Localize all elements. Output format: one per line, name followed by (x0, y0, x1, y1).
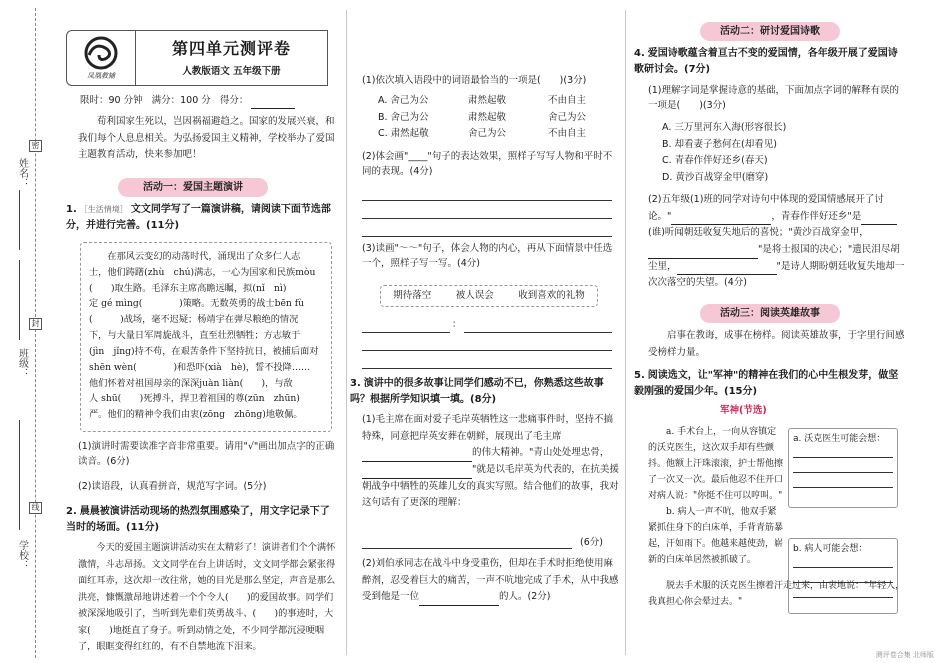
q4-number: 4. (634, 48, 645, 59)
passage-a: a. 手术台上，一向从容镇定的沃克医生，这次双手却有些颤抖。他额上汗珠滚滚，护士帮他擦了一次又一次。最后他忍不住开口对病人说："你挺不住可以哼叫。" (648, 427, 784, 502)
q3-p1b-text: 的伟大精神。"青山处处埋忠骨， (472, 447, 610, 459)
q4-option-b[interactable]: B. 却看妻子愁何在(却看见) (662, 138, 777, 150)
q1-sub2: (2)读语段，认真看拼音，规范写字词。(5分) (78, 481, 267, 492)
activity-1-heading: 活动一：爱国主题演讲 (118, 178, 268, 197)
q2-options (378, 94, 618, 142)
q1-line: 在那风云变幻的动荡时代，涌现出了众多仁人志 (107, 251, 301, 262)
question-2 (66, 504, 338, 535)
passage-b: b. 病人一声不吭，他双手紧紧抓住身下的白床单，手背青筋暴起，汗如雨下。他越来越使劲，崭新的白床单居然被抓破了。 (648, 507, 784, 566)
q5-question-a: a. 沃克医生可能会想： (793, 434, 886, 444)
q1-line: 人 shū( )死搏斗，捍卫着祖国的尊(zūn zhūn) (89, 393, 300, 405)
activity-3-heading: 活动三：阅读英雄故事 (700, 304, 840, 323)
q1-line: 下，与大量日军周旋战斗，直至壮烈牺牲；方志敏于 (89, 330, 301, 342)
q3-p2-text: (2)刘伯承同志在战斗中身受重伤，但却在手术时拒绝使用麻醉剂，忍受着巨大的痛苦，一声不吭地完成了手术，从中我感受到他是一位 (362, 558, 619, 603)
q3-p1-score: (6分) (580, 537, 603, 548)
full-score: 满分：100 分 (151, 95, 211, 106)
q5-box-b (788, 538, 898, 614)
answer-line[interactable] (793, 472, 893, 473)
q3-stem: 演讲中的很多故事让同学们感动不已，你熟悉这些故事吗？根据所学知识填一填。(8分) (350, 378, 604, 405)
q2-sub1: (1)依次填入语段中的词语最恰当的一项是( )(3分) (362, 75, 587, 86)
q5-question-b: b. 病人可能会想： (793, 544, 868, 554)
answer-line[interactable] (362, 236, 612, 237)
q5-stem: 阅读选文，让"军神"的精神在我们的心中生根发芽，做坚毅刚强的爱国少年。(15分) (634, 370, 899, 397)
q4-option-c[interactable]: C. 青春作伴好还乡(春天) (662, 155, 768, 167)
blank[interactable] (419, 605, 499, 606)
choice-item[interactable]: 收到喜欢的礼物 (518, 289, 585, 301)
blank[interactable] (677, 274, 777, 275)
q2-sub3: (3)读画"～～"句子，体会人物的内心，再从下面情景中任选一个，照样子写一写。(4分) (362, 243, 613, 269)
name-line (19, 190, 20, 250)
class-line (19, 260, 20, 340)
q2-number: 2. (66, 506, 77, 517)
seal-tag-3: 线 (29, 502, 42, 514)
q4-sub1: (1)理解字词是掌握诗意的基础，下面加点字词的解释有误的一项是( )(3分) (648, 85, 899, 111)
q4-stem: 爱国诗歌蕴含着亘古不变的爱国情，各年级开展了爱国诗歌研讨会。(7分) (634, 48, 898, 75)
q5-box-a (788, 428, 898, 508)
activity-3-intro: 启事在教诲，成事在榜样。阅读英雄故事，于字里行间感受榜样力量。 (648, 330, 905, 358)
q4-option-d[interactable]: D. 黄沙百战穿金甲(磨穿) (662, 171, 769, 183)
answer-line[interactable] (362, 200, 612, 201)
blank[interactable] (362, 461, 472, 462)
binding-strip (0, 0, 60, 663)
q1-passage-box (80, 242, 332, 432)
q2-option-c[interactable]: C. 肃然起敬 舍己为公 不由自主 (378, 128, 587, 140)
q1-line: 士，他们踌躇(zhù chú)满志，一心为国家和民族mòu (89, 266, 316, 278)
q1-line: (jìn jǐng)持不苟，在艰苦条件下坚持抗日，被捕后面对 (89, 345, 319, 357)
activity-2-heading: 活动二：研讨爱国诗歌 (700, 22, 840, 41)
exam-meta (80, 94, 295, 109)
school-label: 学校： (16, 540, 28, 570)
time-limit: 限时：90 分钟 (80, 95, 143, 106)
answer-line[interactable] (362, 368, 612, 369)
q1-line: 定 gé mìng( )策略。无数英勇的战士bēn fù (89, 298, 305, 310)
q1-line: ( )取生路。毛泽东主席高瞻远瞩，拟(nǐ nì) (89, 282, 287, 294)
q1-tag: ［生活情境］ (79, 205, 128, 214)
blank[interactable] (362, 478, 472, 479)
answer-line[interactable] (793, 582, 893, 583)
blank[interactable] (861, 224, 897, 225)
answer-line[interactable] (793, 597, 893, 598)
q1-line: 严。他们的精神令我们由衷(zōng zhōng)地敬佩。 (89, 409, 303, 421)
q2-stem: 晨晨被演讲活动现场的热烈氛围感染了，用文字记录下了当时的场面。(11分) (66, 506, 330, 533)
seal-tag-2: 封 (29, 318, 42, 330)
q1-stem: 文文同学写了一篇演讲稿，请阅读下面节选部分，并进行完善。(11分) (66, 204, 331, 231)
answer-line[interactable] (362, 350, 612, 351)
passage-c: 脱去手术服的沃克医生擦着汗走过来，由衷地说："年轻人，我真担心你会晕过去。" (648, 581, 905, 608)
q1-sub1: (1)演讲时需要读准字音非常重要。请用"√"画出加点字的正确读音。(6分) (78, 441, 335, 467)
question-4 (634, 46, 906, 77)
page-subtitle: 人教版语文 五年级下册 (182, 65, 281, 77)
choice-item[interactable]: 被人误会 (455, 289, 494, 301)
q2-passage-col1: 今天的爱国主题演讲活动实在太精彩了！演讲者们个个满怀激情，斗志昂扬。文文同学在台上讲话时，文文同学都会紧张得面红耳赤，这次却一改往常，她的目光是那么坚定，声音是那么洪亮，慷慨激昂地讲述着一个个令人( )的爱国故事。同学们被深深地吸引了，当听到先辈们英勇战斗、( )的事迹时，大家( )地挺直了身子。听到动情之处，不少同学都沉浸哽咽了，眼眶变得红红的，有不自禁地流下泪来。 (78, 542, 336, 653)
logo (66, 30, 136, 86)
name-label: 姓名： (16, 158, 28, 188)
q3-part1 (362, 412, 620, 512)
answer-line[interactable] (464, 332, 612, 333)
title-box (136, 30, 328, 86)
q3-part2 (362, 556, 620, 606)
q3-p1-text: (1)毛主席在面对爱子毛岸英牺牲这一悲痛事件时，坚持不搞特殊，同意把岸英安葬在朝鲜，展现出了毛主席 (362, 414, 613, 442)
q3-p1c-text: "就是以毛岸英为代表的，在抗美援朝战争中牺牲的英雄儿女的真实写照。结合他们的故事，我对这句话有了更深的理解： (362, 463, 619, 509)
colon-mark: ： (452, 319, 462, 330)
q4-option-a[interactable]: A. 三万里河东入海(形容很长) (662, 122, 787, 133)
passage-title: 军神(节选) (720, 405, 767, 416)
q3-p2b-text: 的人。(2分) (499, 591, 551, 603)
answer-line[interactable] (793, 487, 893, 488)
q2-sub2: (2)体会画"____"句子的表达效果，照样子写写人物和平时不同的表现。(4分) (362, 151, 613, 177)
q4-options (662, 120, 902, 187)
blank[interactable] (648, 258, 758, 259)
column-divider-1 (346, 10, 347, 655)
score-field[interactable] (251, 108, 295, 109)
footer-text: 测评卷合集 北师版 (875, 651, 934, 660)
answer-line[interactable] (362, 332, 450, 333)
q2-passage-col2 (356, 14, 618, 70)
question-1 (66, 202, 338, 233)
seal-tag-1: 密 (29, 140, 42, 152)
q3-number: 3. (350, 378, 361, 389)
school-line (19, 420, 20, 530)
q2-option-a[interactable]: A. 舍己为公 肃然起敬 不由自主 (378, 95, 587, 106)
answer-line[interactable] (362, 548, 572, 549)
score-label: 得分： (219, 95, 249, 106)
column-divider-2 (625, 10, 626, 655)
q2-option-b[interactable]: B. 舍己为公 肃然起敬 舍己为公 (378, 111, 587, 123)
q2-choices-box (380, 285, 598, 307)
answer-line[interactable] (793, 567, 893, 568)
q5-number: 5. (634, 370, 645, 381)
blank[interactable] (671, 224, 771, 225)
question-5 (634, 368, 906, 399)
page-title: 第四单元测评卷 (171, 39, 291, 58)
answer-line[interactable] (362, 218, 612, 219)
q1-line: shēn wèn( )和恐吓(xià hè)，誓不投降…… (89, 361, 311, 373)
q4-sub2: (2)五年级(1)班的同学对诗句中体现的爱国情感展开了讨论。" ，青春作伴好还乡"是(谁)听闻朝廷收复失地后的喜悦；"黄沙百战穿金甲，"是将士报国的决心；"遗民泪尽胡尘里， "是诗人期盼朝廷收复失地却一次次落空的失望。(4分) (648, 194, 905, 289)
question-3 (350, 376, 620, 407)
q5-passage (648, 424, 784, 568)
intro-paragraph: 荀利国家生死以，岂因祸福避趋之。国家的发展兴衰，和我们每个人息息相关。为弘扬爱国主义精神，学校举办了爱国主题教育活动，快来参加吧！ (78, 116, 335, 161)
q1-line: ( )战场，毫不迟疑；杨靖宇在弹尽粮绝的情况 (89, 314, 299, 326)
cut-line (35, 8, 36, 658)
q1-line: 他们怀着对祖国母亲的深深juàn liàn( )，与敌 (89, 377, 293, 389)
answer-line[interactable] (793, 457, 893, 458)
q1-number: 1. (66, 204, 77, 215)
logo-text: 凤凰教辅 (87, 72, 115, 80)
choice-item[interactable]: 期待落空 (393, 289, 432, 301)
class-label: 班级： (16, 348, 28, 378)
